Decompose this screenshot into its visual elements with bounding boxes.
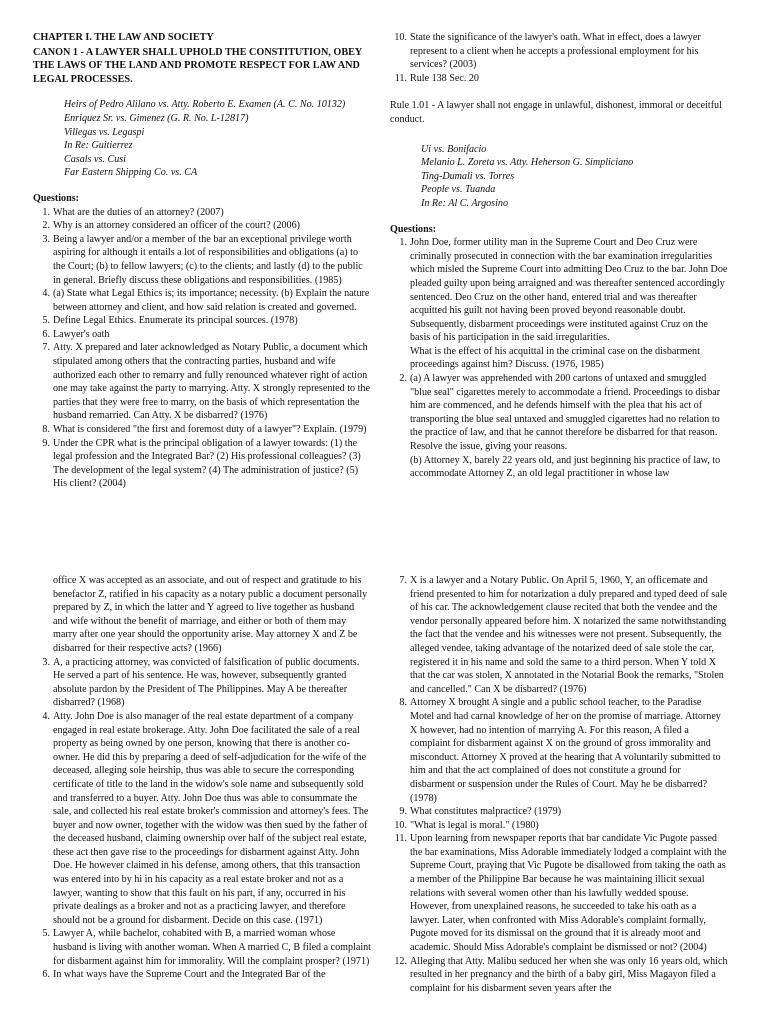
question-item [390, 805, 728, 819]
question-text: A, a practicing attorney, was convicted of falsification of public documents. He served a part of his sentence. He was, however, subsequently granted absolute pardon by the President of The Philippines. May A be thereafter disbarred? (1968) [53, 656, 360, 709]
question-number: 3. [42, 656, 50, 668]
question-text: What is considered "the first and foremost duty of a lawyer"? Explain. (1979) [53, 424, 367, 436]
question-text: John Doe, former utility man in the Supreme Court and Deo Cruz were criminally prosecuted in connection with the bar examination irregularities which misled the Supreme Court into admitting Deo Cruz to the bar. John Doe pleaded guilty upon being arraigned and was thereafter sentenced accordingly sentenced. Deo Cruz on the other hand, entered trial and was thereafter acquitted his guilt not having been proved beyond reasonable doubt. Subsequently, disbarment proceedings were instituted against Cruz on the basis of his participation in the said irregularities. [410, 237, 728, 344]
question-text: Define Legal Ethics. Enumerate its principal sources. (1978) [53, 315, 298, 327]
bottom-right-column [390, 574, 728, 995]
chapter-title: CHAPTER I. THE LAW AND SOCIETY [33, 32, 214, 43]
question-item [33, 341, 371, 423]
question-number: 2. [399, 373, 407, 385]
question-text: Being a lawyer and/or a member of the bar an exceptional privilege worth aspiring for although it entails a lot of responsibilities and obligations (a) to the Court; (b) to fellow lawyers; (c) to the clients; and lastly (d) to the public in general. Briefly discuss these obligations and responsibilities. (1985) [53, 233, 363, 286]
question-item [390, 31, 728, 72]
question-item [390, 236, 728, 372]
question-list [390, 236, 728, 481]
question-text: Alleging that Atty. Malibu seduced her when she was only 16 years old, which resulted in her pregnancy and the birth of a baby girl, Miss Magayon filed a complaint for his disbarment seven years after the [410, 955, 728, 994]
question-text: "What is legal is moral." (1980) [410, 819, 539, 831]
question-item [33, 206, 371, 220]
question-text: X is a lawyer and a Notary Public. On April 5, 1960, Y, an officemate and friend presented to him for notarization a duly prepared and typed deed of sale of his car. The acknowledgement clause recited that both the vendee and the vendor personally appeared before him. X notarized the same notwithstanding the fact that the vendee and his witnesses were not present. Subsequently, the alleged vendee, taking advantage of the notarized deed of sale stole the car, registered it in his name and sold the same to a third person. When Y told X that the car was stolen, X annotated in the Notarial Book the remarks, "Stolen and cancelled." Can X be disbarred? (1976) [410, 575, 727, 695]
question-number: 9. [399, 806, 407, 818]
question-text: Lawyer A, while bachelor, cohabited with B, a married woman whose husband is living with another woman. When A married C, B filed a complaint for disbarment against him for immorality. Will the complaint prosper? (1971) [53, 928, 371, 967]
question-number: 5. [42, 928, 50, 940]
question-number: 8. [399, 697, 407, 709]
question-list-continued [390, 31, 728, 85]
question-item [33, 710, 371, 928]
question-item [33, 233, 371, 287]
question-text: (a) State what Legal Ethics is; its importance; necessity. (b) Explain the nature between attorney and client, and how said relation is created and governed. [53, 288, 370, 313]
question-number: 4. [42, 288, 50, 300]
question-number: 8. [42, 424, 50, 436]
question-item [33, 927, 371, 968]
case-item: Casals vs. Cusi [64, 153, 126, 165]
question-item [390, 819, 728, 833]
rule-heading: Rule 1.01 - A lawyer shall not engage in unlawful, dishonest, immoral or deceitful conduct. [390, 100, 722, 125]
question-item [33, 328, 371, 342]
top-right-column [390, 31, 728, 481]
question-number: 2. [42, 220, 50, 232]
question-item [390, 955, 728, 996]
question-item [390, 696, 728, 805]
question-item [390, 72, 728, 86]
question-list [33, 656, 371, 982]
question-number: 6. [42, 328, 50, 340]
question-item [390, 832, 728, 954]
case-item: Enriquez Sr. vs. Gimenez (G. R. No. L-12817) [64, 112, 249, 124]
case-item: Melanio L. Zoreta vs. Atty. Heherson G. Simpliciano [421, 157, 634, 169]
question-item [33, 287, 371, 314]
question-text: Rule 138 Sec. 20 [410, 72, 479, 84]
question-list [33, 206, 371, 491]
question-number: 3. [42, 233, 50, 245]
question-number: 12. [394, 955, 407, 967]
case-item: Villegas vs. Legaspi [64, 126, 145, 138]
question-text: Under the CPR what is the principal obligation of a lawyer towards: (1) the legal profession and the Integrated Bar? (2) His professional colleagues? (3) The development of the legal system? (4) The administration of justice? (5) His client? (2004) [53, 437, 361, 490]
question-number: 6. [42, 969, 50, 981]
continued-text: office X was accepted as an associate, and out of respect and gratitude to his benefactor Z, ratified in his capacity as a notary public a document personally prepared by Z, in which the latter and Y agreed to live together as husband and wife without the benefit of marriage, and either or both of them may marry after one year should the opportunity arise. May attorney X and Z be disbarred for their respective acts? (1966) [53, 575, 368, 654]
question-item [33, 656, 371, 710]
question-text: Upon learning from newspaper reports that bar candidate Vic Pugote passed the bar examinations, Miss Adorable immediately lodged a complaint with the Supreme Court, praying that Vic Pugote be disallowed from taking the oath as a member of the Philippine Bar because he was maintaining illicit sexual relations with several women other than his lawfully wedded spouse. However, from unexplained reasons, he succeeded to take his oath as a lawyer. Later, when confronted with Miss Adorable's complaint formally, Pugote moved for its dismissal on the ground that it is already moot and academic. Should Miss Adorable's complaint be dismissed or not? (2004) [410, 833, 727, 954]
question-subpart: (b) Attorney X, barely 22 years old, and just beginning his practice of law, to accommodate Attorney Z, an old legal practitioner in whose law [410, 454, 721, 480]
question-text: In what ways have the Supreme Court and the Integrated Bar of the [53, 969, 326, 981]
page-bottom [0, 512, 768, 1024]
top-left-column [33, 31, 371, 491]
question-number: 1. [399, 237, 407, 249]
question-number: 11. [394, 72, 407, 84]
question-text: (a) A lawyer was apprehended with 200 cartons of untaxed and smuggled "blue seal" cigarettes merely to accommodate a friend. Proceedings to disbar him are commenced, and he defends himself with the plea that his act of transporting the blue seal untaxed and smuggled cigarettes had no relation to the practice of law, and that he cannot therefore be disbarred for that reason. Resolve the issue, giving your reasons. [410, 373, 721, 453]
question-followup: What is the effect of his acquittal in the criminal case on the disbarment proceedings against him? Discuss. (1976, 1985) [410, 345, 700, 371]
case-list [421, 143, 728, 211]
question-text: What constitutes malpractice? (1979) [410, 806, 562, 818]
question-number: 10. [394, 32, 407, 43]
question-item [390, 574, 728, 696]
question-text: Lawyer's oath [53, 328, 110, 340]
question-number: 1. [42, 206, 50, 218]
question-item [33, 437, 371, 491]
question-list [390, 574, 728, 995]
questions-label: Questions: [33, 192, 79, 204]
question-text: State the significance of the lawyer's oath. What in effect, does a lawyer represent to a client when he accepts a professional employment for his services? (2003) [410, 32, 701, 71]
questions-label: Questions: [390, 223, 436, 235]
question-text: Why is an attorney considered an officer of the court? (2006) [53, 220, 301, 232]
question-text: What are the duties of an attorney? (2007) [53, 206, 224, 218]
case-item: Far Eastern Shipping Co. vs. CA [64, 167, 198, 179]
question-number: 9. [42, 437, 50, 449]
question-number: 10. [394, 819, 407, 831]
case-item: In Re: Al C. Argosino [421, 197, 509, 209]
question-number: 7. [399, 575, 407, 586]
case-item: Ting-Dumali vs. Torres [421, 170, 515, 182]
case-item: Ui vs. Bonifacio [421, 143, 487, 155]
bottom-left-column [33, 574, 371, 982]
question-text: Atty. John Doe is also manager of the real estate department of a company engaged in real estate brokerage. Atty. John Doe facilitated the sale of a real property as being owned by one person, knowing that there is another co-owner. He did this by preparing a deed of self-adjudication for the wife of the deceased, alleging sole heirship, thus was able to secure the corresponding certificate of title to the land in the widow's sole name and subsequently sold and transferred to a buyer. Atty. John Doe thus was able to consummate the sale, and collected his real estate broker's commission and attorney's fees. The buyer and now owner, together with the widow was then sued by the father of the deceased husband, claiming ownership over half of the subject real estate, these act then gave rise to the proceedings for disbarment against Atty. John Doe. He however claimed in his defense, among others, that this transaction was entered into by hi in his capacity as a real estate broker and not as a lawyer, wanting to show that this fault on his part, if any, occurred in his private dealings as a broker and not as a practicing lawyer, and therefore should not be a ground for disbarment. Decide on this case. (1971) [53, 710, 369, 926]
case-item: In Re: Guitierrez [64, 140, 133, 152]
question-item [33, 423, 371, 437]
case-list [64, 98, 371, 180]
case-item: Heirs of Pedro Alilano vs. Atty. Roberto E. Examen (A. C. No. 10132) [64, 99, 346, 111]
question-number: 4. [42, 710, 50, 722]
case-item: People vs. Tuanda [421, 184, 496, 196]
question-text: Attorney X brought A single and a public school teacher, to the Paradise Motel and had carnal knowledge of her on the promise of marriage. Attorney X however, had no intention of marrying A. For this reason, A filed a complaint for disbarment against X on the ground of gross immorality and misconduct. Attorney X proved at the hearing that A voluntarily submitted to him and that the act complained of does not constitute a ground for disbarment or suspension under the Rules of Court. May he be disbarred? (1978) [410, 697, 721, 804]
question-number: 5. [42, 315, 50, 327]
question-item [390, 372, 728, 481]
question-number: 7. [42, 342, 50, 354]
canon-heading: CANON 1 - A LAWYER SHALL UPHOLD THE CONSTITUTION, OBEY THE LAWS OF THE LAND AND PROMOTE RESPECT FOR LAW AND LEGAL PROCESSES. [33, 46, 362, 85]
question-number: 11. [394, 833, 407, 845]
question-text: Atty. X prepared and later acknowledged as Notary Public, a document which stipulated among others that the contracting parties, husband and wife authorized each other to remarry and fully renounced whatever right of action one may take against the party to marrying. Atty. X strongly represented to the parties that they were free to marry, on the basis of which representation the husband remarried. Can Atty. X be disbarred? (1976) [53, 342, 370, 422]
question-item [33, 219, 371, 233]
question-item [33, 968, 371, 982]
question-item [33, 314, 371, 328]
